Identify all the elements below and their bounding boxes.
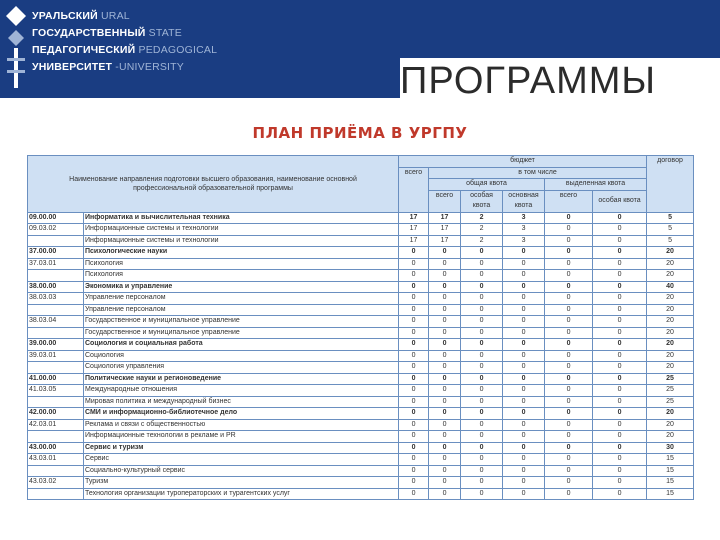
program-name: Психология xyxy=(84,270,399,282)
quota-value: 0 xyxy=(429,396,461,408)
program-code: 38.03.04 xyxy=(28,316,84,328)
logo-line-en: -UNIVERSITY xyxy=(115,61,184,73)
program-code: 43.00.00 xyxy=(28,442,84,454)
quota-value: 0 xyxy=(461,477,503,489)
quota-value: 0 xyxy=(593,270,647,282)
program-name: Сервис xyxy=(84,454,399,466)
quota-value: 0 xyxy=(593,339,647,351)
logo-line-ru: УРАЛЬСКИЙ xyxy=(32,10,98,22)
header-basic-quota: основная квота xyxy=(503,190,545,212)
program-code xyxy=(28,431,84,443)
quota-value: 30 xyxy=(647,442,694,454)
quota-value: 0 xyxy=(429,442,461,454)
quota-value: 15 xyxy=(647,477,694,489)
program-code: 37.00.00 xyxy=(28,247,84,259)
quota-value: 0 xyxy=(399,304,429,316)
quota-value: 0 xyxy=(461,281,503,293)
quota-value: 0 xyxy=(429,373,461,385)
quota-value: 0 xyxy=(545,477,593,489)
quota-value: 0 xyxy=(545,488,593,500)
quota-value: 20 xyxy=(647,339,694,351)
quota-value: 0 xyxy=(429,431,461,443)
table-row xyxy=(28,477,694,489)
table-row xyxy=(28,454,694,466)
quota-value: 15 xyxy=(647,454,694,466)
quota-value: 0 xyxy=(461,465,503,477)
program-code: 43.03.02 xyxy=(28,477,84,489)
quota-value: 0 xyxy=(429,419,461,431)
quota-value: 0 xyxy=(461,270,503,282)
quota-value: 0 xyxy=(545,316,593,328)
quota-value: 0 xyxy=(429,270,461,282)
quota-value: 40 xyxy=(647,281,694,293)
program-name: Управление персоналом xyxy=(84,304,399,316)
quota-value: 0 xyxy=(503,442,545,454)
quota-value: 0 xyxy=(503,408,545,420)
quota-value: 0 xyxy=(593,247,647,259)
quota-value: 0 xyxy=(461,350,503,362)
quota-value: 0 xyxy=(399,258,429,270)
quota-value: 0 xyxy=(593,327,647,339)
logo-line-en: URAL xyxy=(101,10,130,22)
table-row xyxy=(28,327,694,339)
quota-value: 0 xyxy=(545,224,593,236)
quota-value: 0 xyxy=(399,454,429,466)
program-name: Управление персоналом xyxy=(84,293,399,305)
table-row xyxy=(28,293,694,305)
header-general-quota: общая квота xyxy=(429,179,545,191)
program-code: 38.03.03 xyxy=(28,293,84,305)
page-title-text: ПРОГРАММЫ xyxy=(400,60,657,102)
quota-value: 25 xyxy=(647,396,694,408)
table-row xyxy=(28,224,694,236)
quota-value: 0 xyxy=(593,408,647,420)
quota-value: 0 xyxy=(545,431,593,443)
quota-value: 0 xyxy=(593,212,647,224)
quota-value: 3 xyxy=(503,212,545,224)
quota-value: 0 xyxy=(545,327,593,339)
quota-value: 0 xyxy=(461,258,503,270)
quota-value: 0 xyxy=(429,477,461,489)
program-code: 39.00.00 xyxy=(28,339,84,351)
quota-value: 0 xyxy=(399,281,429,293)
quota-value: 0 xyxy=(461,293,503,305)
quota-value: 0 xyxy=(503,396,545,408)
program-name: Информационные системы и технологии xyxy=(84,235,399,247)
quota-value: 0 xyxy=(429,247,461,259)
quota-value: 0 xyxy=(593,258,647,270)
quota-value: 17 xyxy=(429,235,461,247)
logo-line-ru: ПЕДАГОГИЧЕСКИЙ xyxy=(32,44,136,56)
quota-value: 0 xyxy=(545,362,593,374)
program-name: СМИ и информационно-библиотечное дело xyxy=(84,408,399,420)
quota-value: 0 xyxy=(593,373,647,385)
table-row xyxy=(28,235,694,247)
logo-line xyxy=(32,8,217,25)
quota-value: 5 xyxy=(647,212,694,224)
quota-value: 0 xyxy=(593,235,647,247)
quota-value: 0 xyxy=(399,488,429,500)
table-row xyxy=(28,465,694,477)
quota-value: 0 xyxy=(593,362,647,374)
header-total: всего xyxy=(399,167,429,212)
logo-line-en: STATE xyxy=(148,27,182,39)
quota-value: 0 xyxy=(461,396,503,408)
quota-value: 0 xyxy=(545,293,593,305)
quota-value: 0 xyxy=(399,293,429,305)
quota-value: 0 xyxy=(429,350,461,362)
program-name: Информационные технологии в рекламе и PR xyxy=(84,431,399,443)
program-name: Психология xyxy=(84,258,399,270)
quota-value: 5 xyxy=(647,224,694,236)
logo-line xyxy=(32,42,217,59)
quota-value: 0 xyxy=(429,281,461,293)
quota-value: 0 xyxy=(545,304,593,316)
program-code: 09.03.02 xyxy=(28,224,84,236)
program-name: Мировая политика и международный бизнес xyxy=(84,396,399,408)
quota-value: 0 xyxy=(545,258,593,270)
program-code: 43.03.01 xyxy=(28,454,84,466)
quota-value: 0 xyxy=(503,477,545,489)
program-code xyxy=(28,304,84,316)
quota-value: 17 xyxy=(429,212,461,224)
table-row xyxy=(28,408,694,420)
quota-value: 20 xyxy=(647,350,694,362)
quota-value: 0 xyxy=(461,339,503,351)
quota-value: 0 xyxy=(545,373,593,385)
quota-value: 0 xyxy=(593,293,647,305)
quota-value: 0 xyxy=(461,316,503,328)
quota-value: 2 xyxy=(461,235,503,247)
quota-value: 0 xyxy=(461,408,503,420)
program-code xyxy=(28,488,84,500)
quota-value: 0 xyxy=(429,339,461,351)
table-row xyxy=(28,431,694,443)
quota-value: 0 xyxy=(461,385,503,397)
quota-value: 0 xyxy=(545,350,593,362)
quota-value: 0 xyxy=(461,247,503,259)
quota-value: 0 xyxy=(429,408,461,420)
header-contract: договор xyxy=(647,156,694,213)
program-name: Реклама и связи с общественностью xyxy=(84,419,399,431)
table-row xyxy=(28,488,694,500)
logo-line xyxy=(32,59,217,76)
quota-value: 0 xyxy=(593,431,647,443)
program-code: 09.00.00 xyxy=(28,212,84,224)
quota-value: 0 xyxy=(503,293,545,305)
header-target-quota: выделенная квота xyxy=(545,179,647,191)
program-name: Психологические науки xyxy=(84,247,399,259)
program-code: 42.03.01 xyxy=(28,419,84,431)
table-row xyxy=(28,385,694,397)
program-code: 41.00.00 xyxy=(28,373,84,385)
quota-value: 0 xyxy=(429,465,461,477)
quota-value: 0 xyxy=(399,270,429,282)
quota-value: 0 xyxy=(429,488,461,500)
quota-value: 20 xyxy=(647,419,694,431)
program-name: Сервис и туризм xyxy=(84,442,399,454)
quota-value: 2 xyxy=(461,212,503,224)
program-name: Технология организации туроператорских и турагентских услуг xyxy=(84,488,399,500)
table-row xyxy=(28,442,694,454)
quota-value: 0 xyxy=(503,385,545,397)
quota-value: 0 xyxy=(593,304,647,316)
quota-value: 0 xyxy=(399,477,429,489)
table-row xyxy=(28,304,694,316)
program-name: Социология и социальная работа xyxy=(84,339,399,351)
quota-value: 0 xyxy=(503,431,545,443)
program-code xyxy=(28,396,84,408)
quota-value: 0 xyxy=(399,419,429,431)
quota-value: 0 xyxy=(593,385,647,397)
quota-value: 0 xyxy=(545,408,593,420)
header-including: в том числе xyxy=(429,167,647,179)
quota-value: 5 xyxy=(647,235,694,247)
quota-value: 0 xyxy=(593,488,647,500)
quota-value: 20 xyxy=(647,408,694,420)
program-code: 38.00.00 xyxy=(28,281,84,293)
table-row xyxy=(28,247,694,259)
program-name: Экономика и управление xyxy=(84,281,399,293)
program-code: 37.03.01 xyxy=(28,258,84,270)
program-code xyxy=(28,327,84,339)
quota-value: 0 xyxy=(503,304,545,316)
program-name: Информатика и вычислительная техника xyxy=(84,212,399,224)
quota-value: 0 xyxy=(429,327,461,339)
quota-value: 0 xyxy=(545,465,593,477)
program-code xyxy=(28,270,84,282)
quota-value: 17 xyxy=(399,235,429,247)
table-row xyxy=(28,339,694,351)
quota-value: 0 xyxy=(399,247,429,259)
table-row xyxy=(28,281,694,293)
logo-text xyxy=(32,8,217,76)
table-row xyxy=(28,350,694,362)
quota-value: 0 xyxy=(429,385,461,397)
quota-value: 0 xyxy=(503,281,545,293)
quota-value: 0 xyxy=(545,385,593,397)
quota-value: 0 xyxy=(399,431,429,443)
header-total-3: всего xyxy=(545,190,593,212)
quota-value: 0 xyxy=(461,488,503,500)
quota-value: 15 xyxy=(647,465,694,477)
logo-line-ru: УНИВЕРСИТЕТ xyxy=(32,61,113,73)
table-row xyxy=(28,362,694,374)
quota-value: 0 xyxy=(545,247,593,259)
admission-plan-table xyxy=(27,155,694,500)
program-code: 39.03.01 xyxy=(28,350,84,362)
quota-value: 3 xyxy=(503,235,545,247)
program-name: Государственное и муниципальное управление xyxy=(84,316,399,328)
quota-value: 25 xyxy=(647,385,694,397)
quota-value: 20 xyxy=(647,247,694,259)
quota-value: 0 xyxy=(461,362,503,374)
quota-value: 0 xyxy=(461,419,503,431)
quota-value: 0 xyxy=(503,247,545,259)
quota-value: 0 xyxy=(503,362,545,374)
quota-value: 20 xyxy=(647,431,694,443)
quota-value: 0 xyxy=(545,270,593,282)
program-name: Информационные системы и технологии xyxy=(84,224,399,236)
header-budget: бюджет xyxy=(399,156,647,168)
table-body xyxy=(28,212,694,500)
logo-line-ru: ГОСУДАРСТВЕННЫЙ xyxy=(32,27,146,39)
quota-value: 0 xyxy=(461,442,503,454)
quota-value: 0 xyxy=(503,373,545,385)
header-program-name-text: Наименование направления подготовки высшего образования, наименование основной профессиональной образовательной программы xyxy=(69,175,357,192)
quota-value: 0 xyxy=(593,350,647,362)
quota-value: 0 xyxy=(593,224,647,236)
quota-value: 0 xyxy=(399,408,429,420)
quota-value: 0 xyxy=(399,465,429,477)
quota-value: 0 xyxy=(399,396,429,408)
header-special-quota-2: особая квота xyxy=(593,190,647,212)
quota-value: 0 xyxy=(503,454,545,466)
quota-value: 0 xyxy=(461,373,503,385)
quota-value: 0 xyxy=(503,327,545,339)
page-subtitle: ПЛАН ПРИЁМА В УРГПУ xyxy=(252,124,468,142)
quota-value: 20 xyxy=(647,270,694,282)
quota-value: 0 xyxy=(429,258,461,270)
logo-line-en: PEDAGOGICAL xyxy=(138,44,218,56)
quota-value: 17 xyxy=(399,212,429,224)
program-code xyxy=(28,362,84,374)
program-name: Государственное и муниципальное управление xyxy=(84,327,399,339)
quota-value: 2 xyxy=(461,224,503,236)
quota-value: 0 xyxy=(503,339,545,351)
program-name: Международные отношения xyxy=(84,385,399,397)
quota-value: 20 xyxy=(647,258,694,270)
quota-value: 0 xyxy=(593,454,647,466)
table-row xyxy=(28,373,694,385)
table-row xyxy=(28,258,694,270)
program-name: Социология xyxy=(84,350,399,362)
program-code: 41.03.05 xyxy=(28,385,84,397)
quota-value: 0 xyxy=(399,327,429,339)
quota-value: 0 xyxy=(503,350,545,362)
university-logo xyxy=(2,2,218,94)
program-name: Социально-культурный сервис xyxy=(84,465,399,477)
quota-value: 20 xyxy=(647,316,694,328)
quota-value: 0 xyxy=(545,281,593,293)
quota-value: 17 xyxy=(399,224,429,236)
quota-value: 25 xyxy=(647,373,694,385)
quota-value: 0 xyxy=(461,327,503,339)
quota-value: 0 xyxy=(461,431,503,443)
quota-value: 0 xyxy=(461,454,503,466)
quota-value: 0 xyxy=(429,293,461,305)
table-row xyxy=(28,396,694,408)
quota-value: 0 xyxy=(399,385,429,397)
page-title xyxy=(400,58,720,102)
quota-value: 0 xyxy=(593,396,647,408)
program-code xyxy=(28,465,84,477)
quota-value: 0 xyxy=(429,316,461,328)
header-special-quota: особая квота xyxy=(461,190,503,212)
quota-value: 0 xyxy=(545,396,593,408)
quota-value: 15 xyxy=(647,488,694,500)
program-name: Туризм xyxy=(84,477,399,489)
header-total-2: всего xyxy=(429,190,461,212)
quota-value: 20 xyxy=(647,362,694,374)
quota-value: 0 xyxy=(545,419,593,431)
quota-value: 0 xyxy=(399,316,429,328)
quota-value: 3 xyxy=(503,224,545,236)
quota-value: 0 xyxy=(503,316,545,328)
quota-value: 0 xyxy=(503,465,545,477)
table-row xyxy=(28,270,694,282)
quota-value: 0 xyxy=(545,454,593,466)
quota-value: 0 xyxy=(593,419,647,431)
quota-value: 0 xyxy=(545,235,593,247)
logo-line xyxy=(32,25,217,42)
quota-value: 0 xyxy=(593,281,647,293)
quota-value: 20 xyxy=(647,327,694,339)
quota-value: 0 xyxy=(399,373,429,385)
program-name: Политические науки и регионоведение xyxy=(84,373,399,385)
quota-value: 0 xyxy=(593,477,647,489)
quota-value: 0 xyxy=(503,258,545,270)
table-row xyxy=(28,316,694,328)
table-row xyxy=(28,212,694,224)
program-name: Социология управления xyxy=(84,362,399,374)
quota-value: 0 xyxy=(593,442,647,454)
quota-value: 0 xyxy=(503,270,545,282)
quota-value: 0 xyxy=(429,304,461,316)
quota-value: 0 xyxy=(503,488,545,500)
quota-value: 0 xyxy=(399,339,429,351)
quota-value: 0 xyxy=(429,454,461,466)
quota-value: 0 xyxy=(545,339,593,351)
quota-value: 0 xyxy=(429,362,461,374)
program-code xyxy=(28,235,84,247)
quota-value: 0 xyxy=(461,304,503,316)
program-code: 42.00.00 xyxy=(28,408,84,420)
quota-value: 0 xyxy=(545,212,593,224)
header-program-name xyxy=(28,156,399,213)
quota-value: 0 xyxy=(503,419,545,431)
table-row xyxy=(28,419,694,431)
quota-value: 0 xyxy=(399,362,429,374)
quota-value: 0 xyxy=(399,442,429,454)
quota-value: 0 xyxy=(593,316,647,328)
quota-value: 0 xyxy=(593,465,647,477)
quota-value: 0 xyxy=(545,442,593,454)
quota-value: 20 xyxy=(647,304,694,316)
quota-value: 20 xyxy=(647,293,694,305)
quota-value: 0 xyxy=(399,350,429,362)
logo-emblem-icon xyxy=(2,4,30,90)
quota-value: 17 xyxy=(429,224,461,236)
